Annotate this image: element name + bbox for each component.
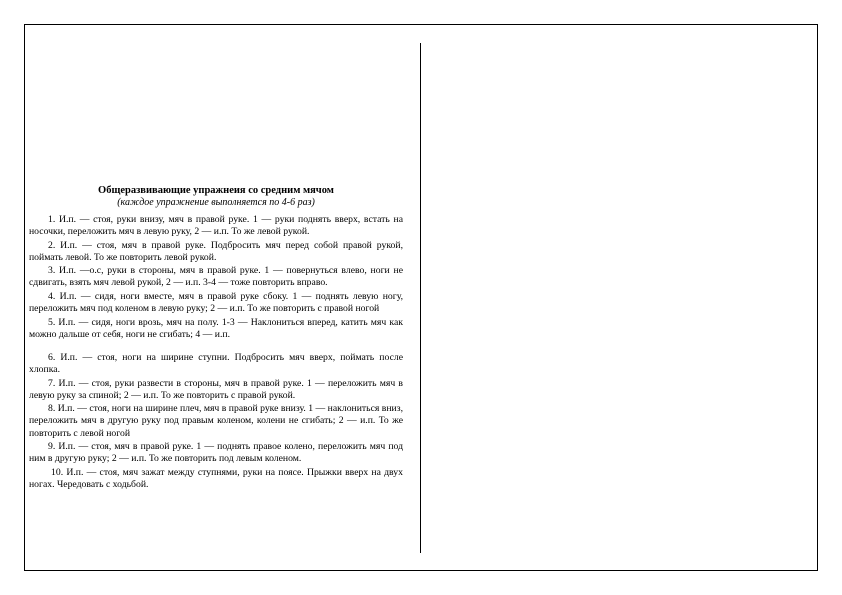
left-column bbox=[29, 184, 403, 492]
exercise-item: 7. И.п. — стоя, руки развести в стороны, мяч в правой руке. 1 — переложить мяч в левую руку за спиной; 2 — и.п. То же повторить с правой рукой. bbox=[29, 377, 403, 401]
exercise-item: 9. И.п. — стоя, мяч в правой руке. 1 — поднять правое колено, переложить мяч под ним в другую руку; 2 — и.п. То же повторить под левым коленом. bbox=[29, 441, 403, 465]
exercise-item: 10. И.п. — стоя, мяч зажат между ступнями, руки на поясе. Прыжки вверх на двух ногах. Чередовать с ходьбой. bbox=[29, 466, 403, 490]
exercise-item: 8. И.п. — стоя, ноги на ширине плеч, мяч в правой руке внизу. 1 — наклониться вниз, переложить мяч в другую руку под правым коленом, колени не сгибать; 2 — и.п. То же повторить с левой ногой bbox=[29, 403, 403, 439]
exercise-item: 2. И.п. — стоя, мяч в правой руке. Подбросить мяч перед собой правой рукой, поймать левой. То же повторить левой рукой. bbox=[29, 239, 403, 263]
exercise-item: 1. И.п. — стоя, руки внизу, мяч в правой руке. 1 — руки поднять вверх, встать на носочки, переложить мяч в левую руку, 2 — и.п. То же левой рукой. bbox=[29, 214, 403, 238]
exercise-item: 4. И.п. — сидя, ноги вместе, мяч в правой руке сбоку. 1 — поднять левую ногу, переложить мяч под коленом в левую руку; 2 — и.п. То же повторить с правой ногой bbox=[29, 291, 403, 315]
document-subtitle: (каждое упражнение выполняется по 4-6 раз) bbox=[117, 197, 315, 208]
exercise-item: 5. И.п. — сидя, ноги врозь, мяч на полу. 1-3 — Наклониться вперед, катить мяч как можно дальше от себя, ноги не сгибать; 4 — и.п. bbox=[29, 316, 403, 340]
exercise-item: 6. И.п. — стоя, ноги на ширине ступни. Подбросить мяч вверх, поймать после хлопка. bbox=[29, 351, 403, 376]
exercise-item: 3. И.п. —о.с, руки в стороны, мяч в правой руке. 1 — повернуться влево, ноги не сдвигать, взять мяч левой рукой, 2 — и.п. 3-4 — тоже повторить вправо. bbox=[29, 265, 403, 289]
document-title: Общеразвивающие упражнеия со средним мячом bbox=[98, 185, 334, 196]
column-divider bbox=[420, 43, 421, 553]
